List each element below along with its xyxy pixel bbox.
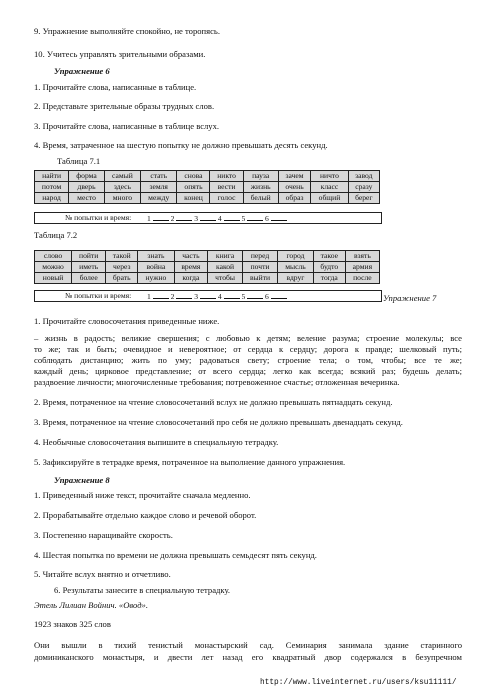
exercise-8-item: 5. Читайте вслух внятно и отчетливо. xyxy=(34,569,171,579)
table-cell: образ xyxy=(278,193,311,204)
table-cell: слово xyxy=(35,251,72,262)
table-row xyxy=(35,251,380,262)
exercise-6-item: 2. Представьте зрительные образы трудных слов. xyxy=(34,101,215,111)
time-blank xyxy=(200,291,216,299)
time-blank xyxy=(224,213,240,221)
exercise-7-heading: Упражнение 7 xyxy=(383,293,437,303)
table-7-1 xyxy=(34,170,380,204)
time-blank xyxy=(153,213,169,221)
table-row xyxy=(35,273,380,284)
text-line: Они вышли в тихий тенистый монастырский сад. Семинария занимала здание старинного xyxy=(34,640,462,650)
try-number: 5 xyxy=(241,214,246,223)
exercise-8-item: 4. Шестая попытка по времени не должна превышать семьдесят пять секунд. xyxy=(34,550,317,560)
time-blank xyxy=(247,213,263,221)
table-cell: после xyxy=(345,273,379,284)
exercise-6-item: 4. Время, затраченное на шестую попытку не должно превышать десять секунд. xyxy=(34,140,328,150)
time-blank xyxy=(247,291,263,299)
table-cell: форма xyxy=(69,171,105,182)
try-number: 2 xyxy=(170,214,175,223)
try-number: 5 xyxy=(241,292,246,301)
exercise-8-item: 3. Постепенно наращивайте скорость. xyxy=(34,530,173,540)
table-cell: очень xyxy=(278,182,311,193)
table-cell: знать xyxy=(138,251,174,262)
time-blank xyxy=(200,213,216,221)
table-cell: место xyxy=(69,193,105,204)
try-number: 3 xyxy=(194,292,199,301)
exercise-7-item: 4. Необычные словосочетания выпишите в специальную тетрадку. xyxy=(34,437,279,447)
table-cell: новый xyxy=(35,273,72,284)
text-line: доминиканского монастыря, и двести лет назад его квадратный двор содержался в безупречном xyxy=(34,652,462,662)
table-cell: война xyxy=(138,262,174,273)
try-number: 6 xyxy=(265,292,269,301)
instruction-item: 9. Упражнение выполняйте спокойно, не торопясь. xyxy=(34,26,220,36)
table-cell: ничто xyxy=(311,171,348,182)
exercise-8-item: 6. Результаты занесите в специальную тетрадку. xyxy=(54,585,231,595)
phrase-line: каждый день; цирковое представление; от всего сердца; легко как всегда; всякий раз; будешь делать; xyxy=(34,366,462,376)
table-cell: время xyxy=(174,262,208,273)
table-cell: выйти xyxy=(242,273,277,284)
table-cell: будто xyxy=(313,262,345,273)
table-cell: такой xyxy=(106,251,138,262)
table-cell: конец xyxy=(177,193,210,204)
table-7-1-tries-row xyxy=(34,212,382,224)
time-blank xyxy=(176,291,192,299)
try-number: 4 xyxy=(217,292,222,301)
table-7-2 xyxy=(34,250,380,284)
table-cell: можно xyxy=(35,262,72,273)
exercise-7-item: 5. Зафиксируйте в тетрадке время, потраченное на выполнение данного упражнения. xyxy=(34,457,346,467)
tries-label: № попытки и время: xyxy=(65,291,132,300)
table-cell: между xyxy=(140,193,176,204)
exercise-6-item: 3. Прочитайте слова, написанные в таблице вслух. xyxy=(34,121,220,131)
tries-slots xyxy=(147,213,287,224)
text-source: Этель Лилиан Войнич. «Овод». xyxy=(34,600,149,610)
table-cell: класс xyxy=(311,182,348,193)
try-number: 4 xyxy=(217,214,222,223)
table-cell: народ xyxy=(35,193,69,204)
phrase-line: – жизнь в радость; великие свершения; с любовью к детям; веление разума; строение молекулы; все xyxy=(34,333,462,343)
phrase-line: раздвоение личности; многочисленные требования; потревоженное счастье; отложенная вечеринка. xyxy=(34,377,400,387)
table-cell: иметь xyxy=(72,262,106,273)
table-cell: чтобы xyxy=(208,273,243,284)
table-cell: здесь xyxy=(104,182,140,193)
table-cell: стать xyxy=(140,171,176,182)
table-7-2-caption: Таблица 7.2 xyxy=(34,230,78,240)
table-7-2-tries-row xyxy=(34,290,382,302)
table-cell: зачем xyxy=(278,171,311,182)
try-number: 2 xyxy=(170,292,175,301)
exercise-8-heading: Упражнение 8 xyxy=(54,475,110,485)
table-cell: когда xyxy=(174,273,208,284)
try-number: 6 xyxy=(265,214,269,223)
table-cell: найти xyxy=(35,171,69,182)
table-cell: опять xyxy=(177,182,210,193)
table-cell: книга xyxy=(208,251,243,262)
table-cell: потом xyxy=(35,182,69,193)
table-row xyxy=(35,182,380,193)
table-cell: никто xyxy=(210,171,243,182)
table-cell: город xyxy=(278,251,314,262)
try-number: 1 xyxy=(147,292,151,301)
try-number: 1 xyxy=(147,214,151,223)
exercise-7-item: 3. Время, потраченное на чтение словосочетаний про себя не должно превышать двенадцать секунд. xyxy=(34,417,403,427)
table-cell: армия xyxy=(345,262,379,273)
table-cell: тогда xyxy=(313,273,345,284)
phrase-line: то же; так и быть; очевидное и невероятное; от сердца к сердцу; дорога к правде; шелковый путь; xyxy=(34,344,462,354)
table-cell: жизнь xyxy=(243,182,278,193)
table-cell: вести xyxy=(210,182,243,193)
table-cell: берег xyxy=(348,193,379,204)
instruction-item: 10. Учитесь управлять зрительными образами. xyxy=(34,49,206,59)
exercise-7-item: 2. Время, потраченное на чтение словосочетаний вслух не должно превышать пятнадцать секунд. xyxy=(34,397,393,407)
footer-url: http://www.liveinternet.ru/users/ksu11111/ xyxy=(260,679,457,687)
exercise-7-item: 1. Прочитайте словосочетания приведенные ниже. xyxy=(34,316,220,326)
table-cell: более xyxy=(72,273,106,284)
table-cell: белый xyxy=(243,193,278,204)
table-cell: вдруг xyxy=(278,273,314,284)
table-cell: мысль xyxy=(278,262,314,273)
try-number: 3 xyxy=(194,214,199,223)
table-cell: взять xyxy=(345,251,379,262)
table-cell: голос xyxy=(210,193,243,204)
table-cell: общий xyxy=(311,193,348,204)
table-7-1-caption: Таблица 7.1 xyxy=(57,156,101,166)
time-blank xyxy=(224,291,240,299)
tries-label: № попытки и время: xyxy=(65,213,132,222)
table-cell: самый xyxy=(104,171,140,182)
time-blank xyxy=(176,213,192,221)
table-cell: много xyxy=(104,193,140,204)
table-cell: завод xyxy=(348,171,379,182)
exercise-8-item: 2. Прорабатывайте отдельно каждое слово и речевой оборот. xyxy=(34,510,257,520)
table-cell: пойти xyxy=(72,251,106,262)
table-row xyxy=(35,171,380,182)
table-cell: сразу xyxy=(348,182,379,193)
table-cell: часть xyxy=(174,251,208,262)
table-cell: пауза xyxy=(243,171,278,182)
table-cell: перед xyxy=(242,251,277,262)
exercise-6-item: 1. Прочитайте слова, написанные в таблице. xyxy=(34,82,197,92)
table-cell: такое xyxy=(313,251,345,262)
table-cell: снова xyxy=(177,171,210,182)
table-row xyxy=(35,262,380,273)
time-blank xyxy=(271,291,287,299)
table-cell: брать xyxy=(106,273,138,284)
phrase-line: соблюдать дистанцию; жить по уму; радоваться свету; строение тела; о том, чтобы; все те же; xyxy=(34,355,462,365)
exercise-8-item: 1. Приведенный ниже текст, прочитайте сначала медленно. xyxy=(34,490,251,500)
table-cell: почти xyxy=(242,262,277,273)
character-count: 1923 знаков 325 слов xyxy=(34,619,111,629)
table-cell: дверь xyxy=(69,182,105,193)
table-cell: какой xyxy=(208,262,243,273)
tries-slots xyxy=(147,291,287,302)
exercise-6-heading: Упражнение 6 xyxy=(54,66,110,76)
table-cell: земля xyxy=(140,182,176,193)
table-cell: через xyxy=(106,262,138,273)
time-blank xyxy=(153,291,169,299)
table-cell: нужно xyxy=(138,273,174,284)
table-row xyxy=(35,193,380,204)
time-blank xyxy=(271,213,287,221)
